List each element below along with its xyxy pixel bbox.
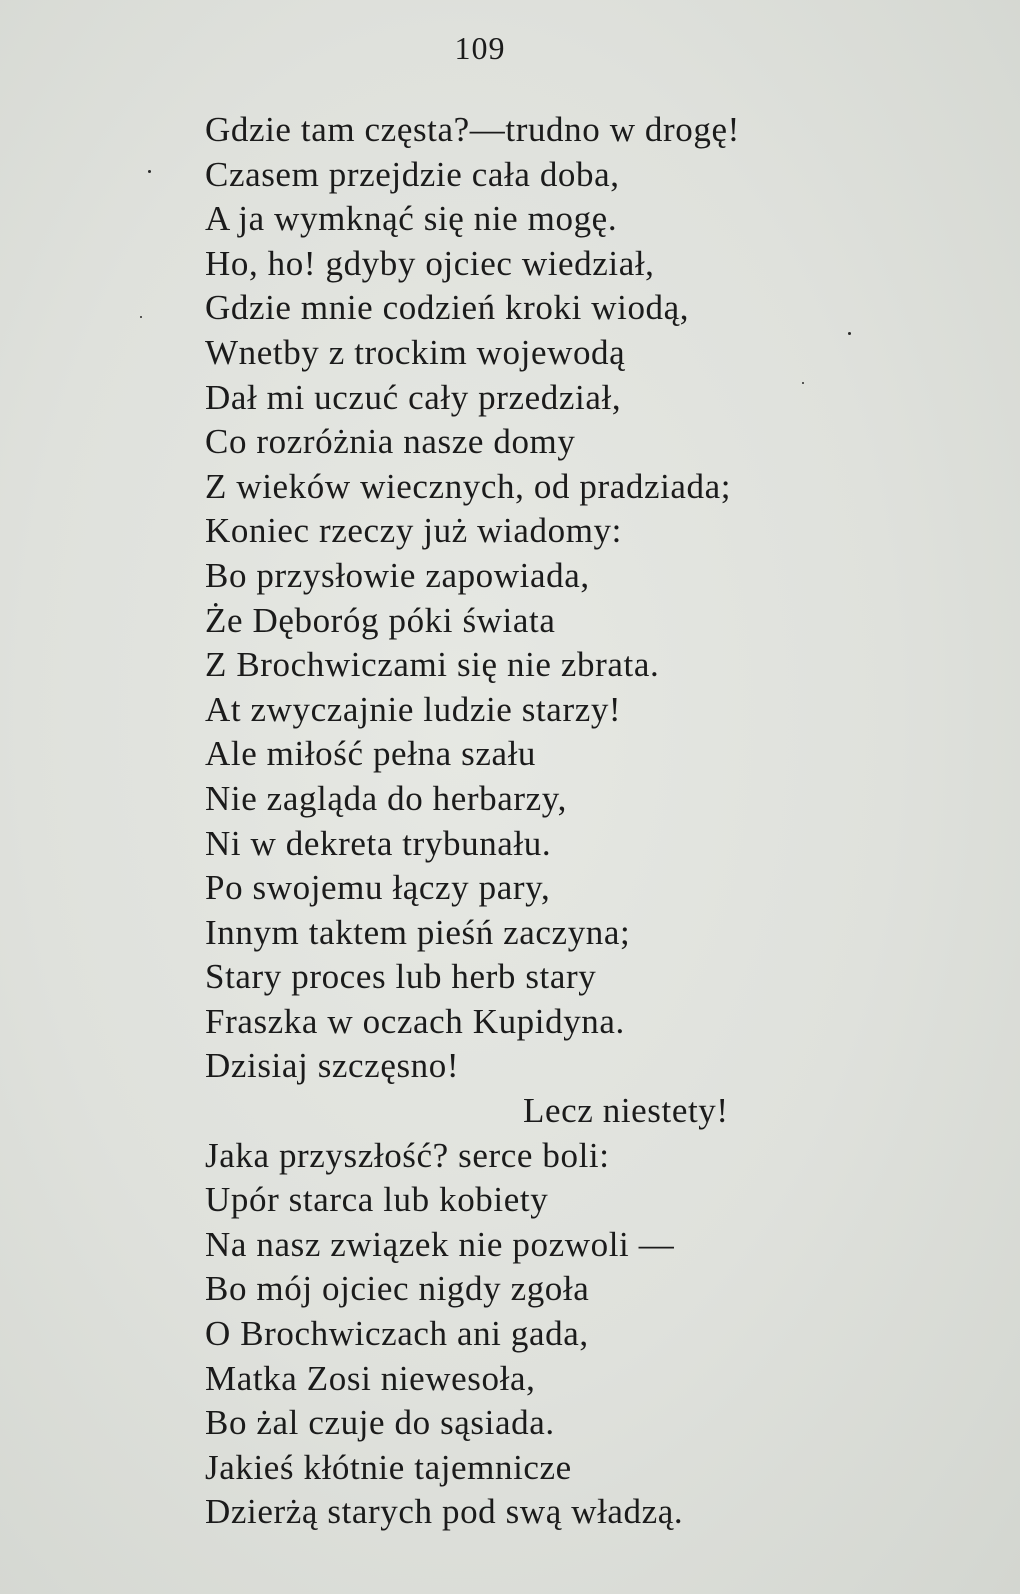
verse-line: Co rozróżnia nasze domy <box>205 422 576 462</box>
verse-line: Ho, ho! gdyby ojciec wiedział, <box>205 243 655 283</box>
verse-line: Wnetby z trockim wojewodą <box>205 332 626 372</box>
verse-line: Ni w dekreta trybunału. <box>205 823 552 863</box>
verse-line: Na nasz związek nie pozwoli — <box>205 1224 675 1264</box>
verse-line: Lecz niestety! <box>523 1091 729 1131</box>
verse-line: Koniec rzeczy już wiadomy: <box>205 511 622 551</box>
verse-line: O Brochwiczach ani gada, <box>205 1314 589 1354</box>
verse-line: Jakieś kłótnie tajemnicze <box>205 1447 572 1487</box>
verse-line: Bo żal czuje do sąsiada. <box>205 1403 555 1443</box>
ink-speck <box>802 382 804 384</box>
verse-line: Czasem przejdzie cała doba, <box>205 154 620 194</box>
verse-line: Że Dęboróg póki świata <box>205 600 556 640</box>
verse-line: Jaka przyszłość? serce boli: <box>205 1135 610 1175</box>
verse-line: Dzierżą starych pod swą władzą. <box>205 1492 684 1532</box>
page-number: 109 <box>454 30 506 66</box>
verse-line: Innym taktem pieśń zaczyna; <box>205 912 631 952</box>
verse-line: Nie zagląda do herbarzy, <box>205 778 567 818</box>
verse-line: Fraszka w oczach Kupidyna. <box>205 1001 625 1041</box>
ink-speck <box>148 170 151 173</box>
verse-line: Gdzie tam częsta?—trudno w drogę! <box>205 110 740 149</box>
verse-line: At zwyczajnie ludzie starzy! <box>205 689 622 729</box>
verse-line: Dzisiaj szczęsno! <box>205 1046 460 1086</box>
verse-line: Upór starca lub kobiety <box>205 1180 549 1220</box>
verse-line: Dał mi uczuć cały przedział, <box>205 377 622 417</box>
verse-line: Bo mój ojciec nigdy zgoła <box>205 1269 590 1309</box>
verse-line: Z Brochwiczami się nie zbrata. <box>205 645 660 685</box>
poem-text <box>205 108 845 1535</box>
verse-line: Gdzie mnie codzień kroki wiodą, <box>205 288 690 328</box>
ink-speck <box>848 332 851 335</box>
verse-line: Bo przysłowie zapowiada, <box>205 555 590 595</box>
verse-line: Ale miłość pełna szału <box>205 734 537 774</box>
verse-line: Stary proces lub herb stary <box>205 957 597 997</box>
verse-line: A ja wymknąć się nie mogę. <box>205 199 618 239</box>
verse-line: Po swojemu łączy pary, <box>205 868 551 908</box>
verse-line: Z wieków wiecznych, od pradziada; <box>205 466 732 506</box>
ink-speck <box>140 316 142 318</box>
verse-line: Matka Zosi niewesoła, <box>205 1358 536 1398</box>
